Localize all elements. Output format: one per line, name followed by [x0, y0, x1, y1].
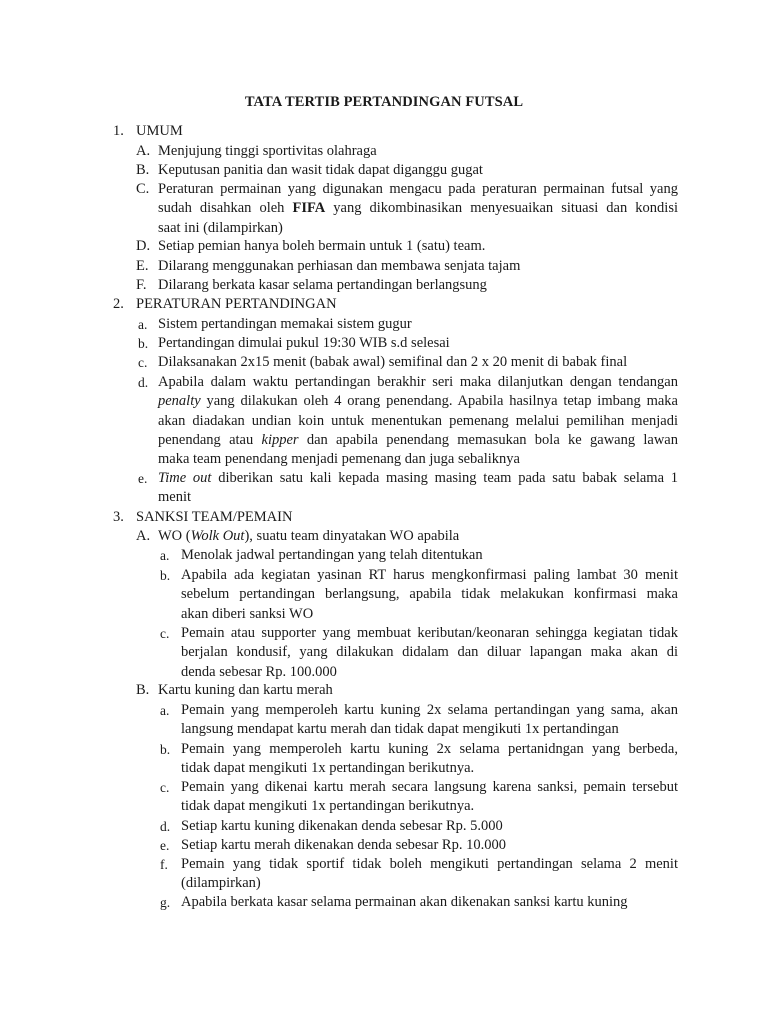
- list-item-text-line: berjalan kondusif, yang dilakukan didalam dan diluar lapangan maka akan di: [181, 644, 678, 661]
- list-item-text-line: Apabila dalam waktu pertandingan berakhir seri maka dilanjutkan dengan tendangan: [158, 374, 678, 390]
- list-item-text: Setiap kartu kuning dikenakan denda sebesar Rp. 5.000: [181, 818, 503, 834]
- list-item-text-line: langsung mendapat kartu merah dan tidak dapat mengikuti 1x pertandingan: [181, 721, 619, 738]
- list-item-text-line: [158, 392, 678, 411]
- list-item-text: Sistem pertandingan memakai sistem gugur: [158, 316, 412, 332]
- list-item-text-line: menit: [158, 489, 192, 506]
- italic-term: Wolk Out: [190, 528, 245, 544]
- text-run: yang dilakukan oleh 4 orang penendang. Apabila hasilnya tetap imbang maka: [200, 393, 678, 410]
- list-item-text-line: [158, 431, 678, 450]
- list-marker: A.: [136, 143, 151, 159]
- italic-term: Time out: [158, 470, 212, 486]
- section-heading: UMUM: [136, 123, 183, 139]
- list-marker: A.: [136, 528, 151, 544]
- list-marker: a.: [138, 317, 148, 332]
- section-heading: PERATURAN PERTANDINGAN: [136, 296, 337, 312]
- list-item-text-line: maka team penendang menjadi pemenang dan juga sebaliknya: [158, 451, 520, 468]
- list-item-text-line: sebelum pertandingan berlangsung, apabila tidak melakukan konfirmasi maka: [181, 586, 678, 603]
- list-item-text-line: Pemain yang tidak sportif tidak boleh mengikuti pertandingan selama 2 menit: [181, 856, 678, 872]
- list-marker: a.: [160, 548, 170, 563]
- list-marker: e.: [160, 838, 170, 853]
- list-item-text: Menolak jadwal pertandingan yang telah ditentukan: [181, 547, 483, 563]
- fifa-emphasis: FIFA: [292, 200, 326, 216]
- list-item-text-line: Pemain yang memperoleh kartu kuning 2x selama pertandingan yang sama, akan: [181, 702, 678, 718]
- list-marker: b.: [160, 742, 171, 757]
- section-number: 3.: [113, 509, 124, 525]
- list-marker: B.: [136, 682, 150, 698]
- list-item-text: Apabila berkata kasar selama permainan akan dikenakan sanksi kartu kuning: [181, 894, 628, 910]
- list-item-text-line: Pemain atau supporter yang membuat keributan/keonaran sehingga kegiatan tidak: [181, 625, 678, 641]
- text-run: dan apabila penendang memasukan bola ke gawang lawan: [298, 431, 678, 448]
- list-marker: E.: [136, 258, 149, 274]
- subsection-heading: [158, 527, 459, 546]
- list-item-text: Menjujung tinggi sportivitas olahraga: [158, 143, 377, 159]
- list-item-text-line: [158, 199, 678, 218]
- list-item-text-line: tidak dapat mengikuti 1x pertandingan berikutnya.: [181, 760, 475, 777]
- list-item-text: Dilaksanakan 2x15 menit (babak awal) semifinal dan 2 x 20 menit di babak final: [158, 354, 628, 370]
- document-title: TATA TERTIB PERTANDINGAN FUTSAL: [244, 94, 524, 110]
- list-marker: e.: [138, 471, 148, 486]
- list-marker: g.: [160, 895, 171, 910]
- text-run: WO (: [158, 528, 191, 544]
- list-marker: C.: [136, 181, 150, 197]
- list-item-text-line: akan diberi sanksi WO: [181, 605, 314, 622]
- list-item-text-line: Pemain yang dikenai kartu merah secara langsung karena sanksi, pemain tersebut: [181, 779, 678, 795]
- list-item-text-line: denda sebesar Rp. 100.000: [181, 663, 337, 680]
- list-marker: D.: [136, 238, 151, 254]
- list-marker: d.: [138, 375, 149, 390]
- text-run: diberikan satu kali kepada masing masing team pada satu babak selama 1: [211, 470, 678, 486]
- list-marker: c.: [160, 780, 170, 795]
- list-item-text: Dilarang menggunakan perhiasan dan membawa senjata tajam: [158, 258, 521, 274]
- italic-term: kipper: [261, 431, 299, 448]
- list-item-text: Keputusan panitia dan wasit tidak dapat diganggu gugat: [158, 162, 483, 178]
- list-item-text-line: Apabila ada kegiatan yasinan RT harus mengkonfirmasi paling lambat 30 menit: [181, 567, 678, 583]
- list-item-text: Setiap pemian hanya boleh bermain untuk 1 (satu) team.: [158, 238, 486, 254]
- italic-term: penalty: [158, 393, 201, 410]
- list-item-text: Setiap kartu merah dikenakan denda sebesar Rp. 10.000: [181, 837, 506, 853]
- text-run: yang dikombinasikan menyesuaikan situasi dan kondisi: [325, 200, 678, 216]
- list-item-text-line: Pemain yang memperoleh kartu kuning 2x selama pertanidngan yang berbeda,: [181, 741, 678, 757]
- list-marker: c.: [138, 355, 148, 370]
- text-run: sudah disahkan oleh: [158, 200, 293, 216]
- section-number: 2.: [113, 296, 124, 312]
- list-marker: F.: [136, 277, 147, 293]
- list-marker: b.: [138, 336, 149, 351]
- list-item-text-line: saat ini (dilampirkan): [158, 219, 283, 236]
- list-item-text: Dilarang berkata kasar selama pertandingan berlangsung: [158, 277, 487, 293]
- list-marker: d.: [160, 819, 171, 834]
- list-item-text-line: Peraturan permainan yang digunakan mengacu pada peraturan permainan futsal yang: [158, 181, 678, 197]
- list-item-text-line: tidak dapat mengikuti 1x pertandingan berikutnya.: [181, 798, 475, 815]
- list-item-text-line: [158, 469, 678, 488]
- text-run: penendang atau: [158, 431, 262, 448]
- list-marker: b.: [160, 568, 171, 583]
- list-marker: B.: [136, 162, 150, 178]
- list-marker: c.: [160, 626, 170, 641]
- section-heading: SANKSI TEAM/PEMAIN: [136, 509, 293, 525]
- section-number: 1.: [113, 123, 124, 139]
- list-marker: a.: [160, 703, 170, 718]
- list-item-text-line: akan diadakan undian koin untuk menentukan pemenang melalui pemilihan menjadi: [158, 412, 678, 429]
- subsection-heading: Kartu kuning dan kartu merah: [158, 682, 333, 698]
- list-item-text: Pertandingan dimulai pukul 19:30 WIB s.d selesai: [158, 335, 450, 351]
- list-item-text-line: (dilampirkan): [181, 875, 261, 892]
- list-marker: f.: [160, 857, 168, 872]
- text-run: ), suatu team dinyatakan WO apabila: [244, 528, 460, 544]
